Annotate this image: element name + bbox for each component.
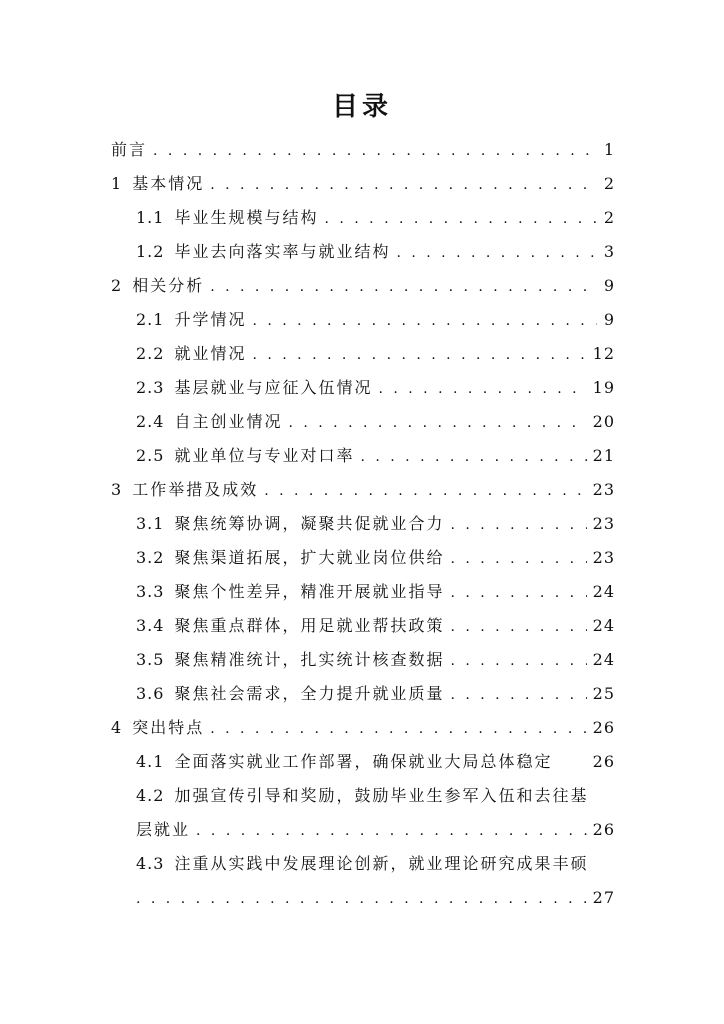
toc-entry[interactable]: [111, 269, 615, 303]
toc-entry-page: 23: [592, 480, 615, 499]
toc-leader-dots: [210, 270, 597, 304]
toc-entry-number: 2.3: [136, 378, 165, 397]
toc-entry[interactable]: [111, 337, 615, 371]
toc-entry-page: 24: [592, 582, 615, 601]
toc-entry-text: 自主创业情况: [174, 412, 283, 431]
toc-entry-text: 聚焦统筹协调，凝聚共促就业合力: [174, 514, 445, 533]
toc-leader-dots: [210, 712, 586, 746]
toc-entry-text: 突出特点: [132, 718, 205, 737]
toc-entry-text: 升学情况: [174, 310, 247, 329]
toc-leader-dots: [153, 134, 597, 168]
toc-entry[interactable]: [111, 575, 615, 609]
toc-entry-text: 全面落实就业工作部署，确保就业大局总体稳定: [174, 752, 553, 771]
toc-entry[interactable]: [111, 133, 615, 167]
toc-entry-page: 25: [592, 684, 615, 703]
toc-entry-number: 2.5: [136, 446, 165, 465]
toc-entry[interactable]: [111, 541, 615, 575]
toc-leader-dots: [450, 678, 586, 712]
toc-entry-text: 基层就业与应征入伍情况: [174, 378, 373, 397]
toc-leader-dots: [196, 814, 587, 848]
toc-entry-number: 1.2: [136, 242, 165, 261]
toc-entry-page: 26: [592, 752, 615, 771]
toc-entry[interactable]: [111, 779, 615, 813]
toc-entry-page: 2: [603, 208, 615, 227]
toc-entry[interactable]: [111, 473, 615, 507]
toc-entry-text: 工作举措及成效: [132, 480, 259, 499]
toc-leader-dots: [450, 508, 586, 542]
toc-entry-number: 3: [111, 480, 123, 499]
toc-entry-number: 1.1: [136, 208, 165, 227]
toc-entry-page: 23: [592, 548, 615, 567]
toc-entry-number: 3.4: [136, 616, 165, 635]
toc-entry-text: 加强宣传引导和奖励，鼓励毕业生参军入伍和去往基: [174, 786, 589, 805]
toc-entry[interactable]: [111, 677, 615, 711]
toc-leader-dots: [360, 440, 586, 474]
toc-entry-page: 26: [592, 820, 615, 839]
toc-entry-page: 2: [603, 174, 615, 193]
toc-entry-text: 聚焦重点群体，用足就业帮扶政策: [174, 616, 445, 635]
toc-entry-text: 相关分析: [132, 276, 205, 295]
toc-entry[interactable]: [111, 439, 615, 473]
toc-entry-number: 4.1: [136, 752, 165, 771]
toc-entry-page: 12: [592, 344, 615, 363]
toc-leader-dots: [136, 882, 587, 916]
table-of-contents: [111, 133, 615, 915]
toc-leader-dots: [264, 474, 586, 508]
toc-entry-page: 24: [592, 650, 615, 669]
toc-entry[interactable]: [111, 201, 615, 235]
toc-entry-number: 4.2: [136, 786, 165, 805]
toc-entry[interactable]: [111, 303, 615, 337]
toc-entry[interactable]: [111, 643, 615, 677]
toc-entry-number: 3.1: [136, 514, 165, 533]
toc-leader-dots: [324, 202, 597, 236]
toc-entry-text: 聚焦个性差异，精准开展就业指导: [174, 582, 445, 601]
toc-entry-number: 4.3: [136, 854, 165, 873]
toc-entry-number: 3.2: [136, 548, 165, 567]
toc-leader-dots: [252, 338, 586, 372]
toc-entry[interactable]: [111, 371, 615, 405]
toc-entry-page: 9: [603, 310, 615, 329]
toc-entry-number: 4: [111, 718, 123, 737]
toc-leader-dots: [450, 610, 586, 644]
toc-entry-text: 前言: [111, 140, 148, 159]
toc-entry-continuation[interactable]: [111, 881, 615, 915]
toc-entry[interactable]: [111, 847, 615, 881]
toc-entry-number: 3.5: [136, 650, 165, 669]
toc-entry-text-continued: 层就业: [136, 820, 191, 839]
toc-entry-page: 19: [592, 378, 615, 397]
toc-entry-text: 就业单位与专业对口率: [174, 446, 355, 465]
toc-leader-dots: [450, 576, 586, 610]
toc-leader-dots: [210, 168, 597, 202]
toc-entry-number: 1: [111, 174, 123, 193]
toc-entry-page: 27: [592, 888, 615, 907]
toc-entry-page: 26: [592, 718, 615, 737]
toc-entry-number: 2.1: [136, 310, 165, 329]
toc-entry-page: 1: [603, 140, 615, 159]
toc-entry-number: 2.2: [136, 344, 165, 363]
toc-entry-number: 2.4: [136, 412, 165, 431]
toc-entry-page: 3: [603, 242, 615, 261]
toc-entry-page: 21: [592, 446, 615, 465]
toc-entry-text: 注重从实践中发展理论创新，就业理论研究成果丰硕: [174, 854, 589, 873]
toc-entry[interactable]: [111, 711, 615, 745]
toc-entry-number: 2: [111, 276, 123, 295]
toc-entry[interactable]: [111, 167, 615, 201]
toc-entry-text: 毕业生规模与结构: [174, 208, 319, 227]
toc-leader-dots: [288, 406, 586, 440]
toc-entry-page: 23: [592, 514, 615, 533]
toc-entry-page: 9: [603, 276, 615, 295]
toc-entry-text: 基本情况: [132, 174, 205, 193]
toc-entry-page: 24: [592, 616, 615, 635]
toc-entry[interactable]: [111, 235, 615, 269]
toc-leader-dots: [450, 644, 586, 678]
toc-leader-dots: [396, 236, 597, 270]
toc-leader-dots: [378, 372, 586, 406]
toc-entry-text: 聚焦社会需求，全力提升就业质量: [174, 684, 445, 703]
toc-entry-text: 就业情况: [174, 344, 247, 363]
toc-entry-number: 3.6: [136, 684, 165, 703]
toc-leader-dots: [450, 542, 586, 576]
toc-entry-text: 聚焦渠道拓展，扩大就业岗位供给: [174, 548, 445, 567]
toc-entry[interactable]: [111, 609, 615, 643]
toc-entry[interactable]: [111, 507, 615, 541]
toc-entry-page: 20: [592, 412, 615, 431]
toc-entry[interactable]: [111, 745, 615, 779]
toc-entry-text: 毕业去向落实率与就业结构: [174, 242, 391, 261]
toc-entry-number: 3.3: [136, 582, 165, 601]
toc-entry-continuation[interactable]: [111, 813, 615, 847]
toc-leader-dots: [252, 304, 597, 338]
page-title: 目录: [331, 92, 392, 122]
toc-entry-text: 聚焦精准统计，扎实统计核查数据: [174, 650, 445, 669]
toc-entry[interactable]: [111, 405, 615, 439]
